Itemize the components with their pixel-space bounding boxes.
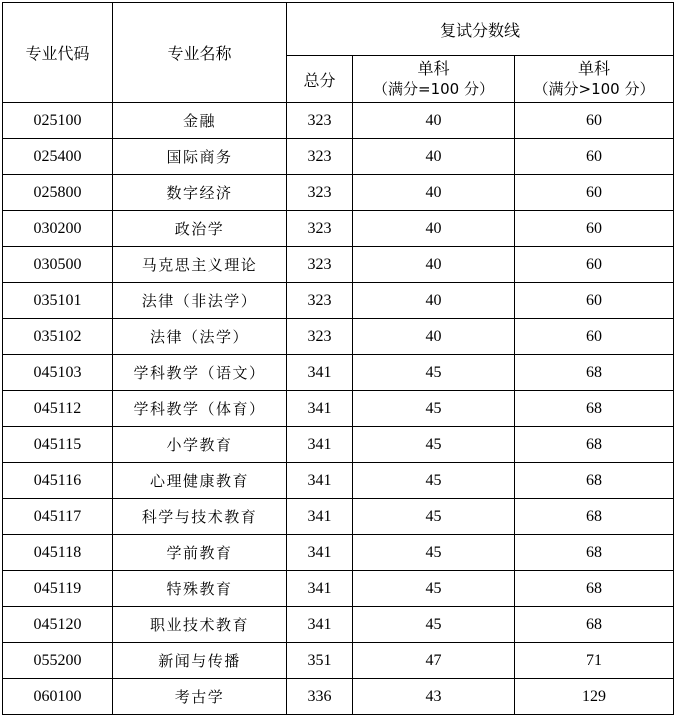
- cell-single-100: 45: [353, 355, 515, 391]
- cell-name: 职业技术教育: [113, 607, 287, 643]
- cell-total: 341: [287, 463, 353, 499]
- cell-code: 035101: [3, 283, 113, 319]
- cell-single-100: 45: [353, 535, 515, 571]
- cell-single-over: 60: [515, 319, 674, 355]
- cell-single-100: 43: [353, 679, 515, 715]
- cell-name: 国际商务: [113, 139, 287, 175]
- cell-single-over: 68: [515, 391, 674, 427]
- cell-total: 341: [287, 391, 353, 427]
- table-row: [3, 427, 674, 463]
- cell-single-over: 60: [515, 103, 674, 139]
- cell-single-100: 45: [353, 571, 515, 607]
- cell-code: 030200: [3, 211, 113, 247]
- cell-total: 323: [287, 319, 353, 355]
- cell-code: 025100: [3, 103, 113, 139]
- table-body: [3, 103, 674, 715]
- cell-name: 新闻与传播: [113, 643, 287, 679]
- cell-single-100: 40: [353, 319, 515, 355]
- cell-single-over: 68: [515, 355, 674, 391]
- cell-code: 025800: [3, 175, 113, 211]
- cell-total: 323: [287, 139, 353, 175]
- cell-code: 045112: [3, 391, 113, 427]
- cell-name: 金融: [113, 103, 287, 139]
- header-single-100-note: （满分=100 分）: [373, 80, 494, 98]
- cell-single-100: 45: [353, 427, 515, 463]
- table-row: [3, 175, 674, 211]
- header-single-over-note: （满分>100 分）: [533, 80, 655, 98]
- table-row: [3, 139, 674, 175]
- cell-single-over: 129: [515, 679, 674, 715]
- cell-code: 045118: [3, 535, 113, 571]
- header-code: 专业代码: [3, 3, 113, 103]
- score-line-table: [2, 2, 674, 715]
- table-row: [3, 211, 674, 247]
- cell-single-over: 68: [515, 535, 674, 571]
- cell-total: 341: [287, 535, 353, 571]
- cell-code: 045119: [3, 571, 113, 607]
- table-row: [3, 103, 674, 139]
- cell-name: 学前教育: [113, 535, 287, 571]
- table-row: [3, 643, 674, 679]
- cell-total: 323: [287, 283, 353, 319]
- cell-single-over: 68: [515, 571, 674, 607]
- cell-code: 055200: [3, 643, 113, 679]
- cell-total: 323: [287, 211, 353, 247]
- header-single-over: [515, 56, 674, 103]
- cell-name: 小学教育: [113, 427, 287, 463]
- table-row: [3, 571, 674, 607]
- table-row: [3, 283, 674, 319]
- cell-name: 科学与技术教育: [113, 499, 287, 535]
- cell-single-100: 40: [353, 175, 515, 211]
- cell-single-over: 68: [515, 463, 674, 499]
- table-row: [3, 463, 674, 499]
- cell-code: 035102: [3, 319, 113, 355]
- cell-total: 323: [287, 175, 353, 211]
- cell-name: 特殊教育: [113, 571, 287, 607]
- cell-code: 045115: [3, 427, 113, 463]
- cell-name: 学科教学（体育）: [113, 391, 287, 427]
- cell-code: 060100: [3, 679, 113, 715]
- header-single-over-label: 单科: [578, 59, 611, 78]
- cell-code: 045117: [3, 499, 113, 535]
- cell-total: 341: [287, 427, 353, 463]
- header-score-group: 复试分数线: [287, 3, 674, 56]
- table-row: [3, 247, 674, 283]
- table-row: [3, 679, 674, 715]
- cell-single-100: 45: [353, 391, 515, 427]
- table-row: [3, 319, 674, 355]
- cell-single-over: 60: [515, 283, 674, 319]
- cell-single-over: 60: [515, 247, 674, 283]
- cell-total: 341: [287, 571, 353, 607]
- cell-total: 336: [287, 679, 353, 715]
- cell-single-100: 47: [353, 643, 515, 679]
- cell-single-over: 60: [515, 211, 674, 247]
- cell-single-100: 40: [353, 283, 515, 319]
- cell-name: 心理健康教育: [113, 463, 287, 499]
- cell-name: 马克思主义理论: [113, 247, 287, 283]
- header-single-100: [353, 56, 515, 103]
- header-name: 专业名称: [113, 3, 287, 103]
- table-row: [3, 607, 674, 643]
- table-row: [3, 355, 674, 391]
- cell-code: 025400: [3, 139, 113, 175]
- table-row: [3, 535, 674, 571]
- table-row: [3, 391, 674, 427]
- cell-single-over: 71: [515, 643, 674, 679]
- cell-name: 数字经济: [113, 175, 287, 211]
- cell-name: 法律（法学）: [113, 319, 287, 355]
- cell-total: 341: [287, 607, 353, 643]
- header-single-100-label: 单科: [417, 59, 450, 78]
- cell-single-over: 60: [515, 139, 674, 175]
- cell-code: 045103: [3, 355, 113, 391]
- cell-single-over: 68: [515, 607, 674, 643]
- cell-total: 341: [287, 499, 353, 535]
- cell-single-100: 45: [353, 499, 515, 535]
- table-header-row: [3, 3, 674, 56]
- cell-single-100: 45: [353, 463, 515, 499]
- cell-name: 学科教学（语文）: [113, 355, 287, 391]
- cell-single-100: 40: [353, 211, 515, 247]
- cell-code: 045120: [3, 607, 113, 643]
- header-total: 总分: [287, 56, 353, 103]
- cell-single-over: 68: [515, 427, 674, 463]
- cell-total: 341: [287, 355, 353, 391]
- cell-total: 351: [287, 643, 353, 679]
- cell-single-100: 40: [353, 247, 515, 283]
- cell-single-over: 68: [515, 499, 674, 535]
- cell-single-100: 40: [353, 139, 515, 175]
- cell-single-over: 60: [515, 175, 674, 211]
- cell-total: 323: [287, 247, 353, 283]
- cell-total: 323: [287, 103, 353, 139]
- cell-name: 考古学: [113, 679, 287, 715]
- cell-name: 政治学: [113, 211, 287, 247]
- cell-code: 030500: [3, 247, 113, 283]
- cell-name: 法律（非法学）: [113, 283, 287, 319]
- cell-single-100: 40: [353, 103, 515, 139]
- cell-single-100: 45: [353, 607, 515, 643]
- table-row: [3, 499, 674, 535]
- cell-code: 045116: [3, 463, 113, 499]
